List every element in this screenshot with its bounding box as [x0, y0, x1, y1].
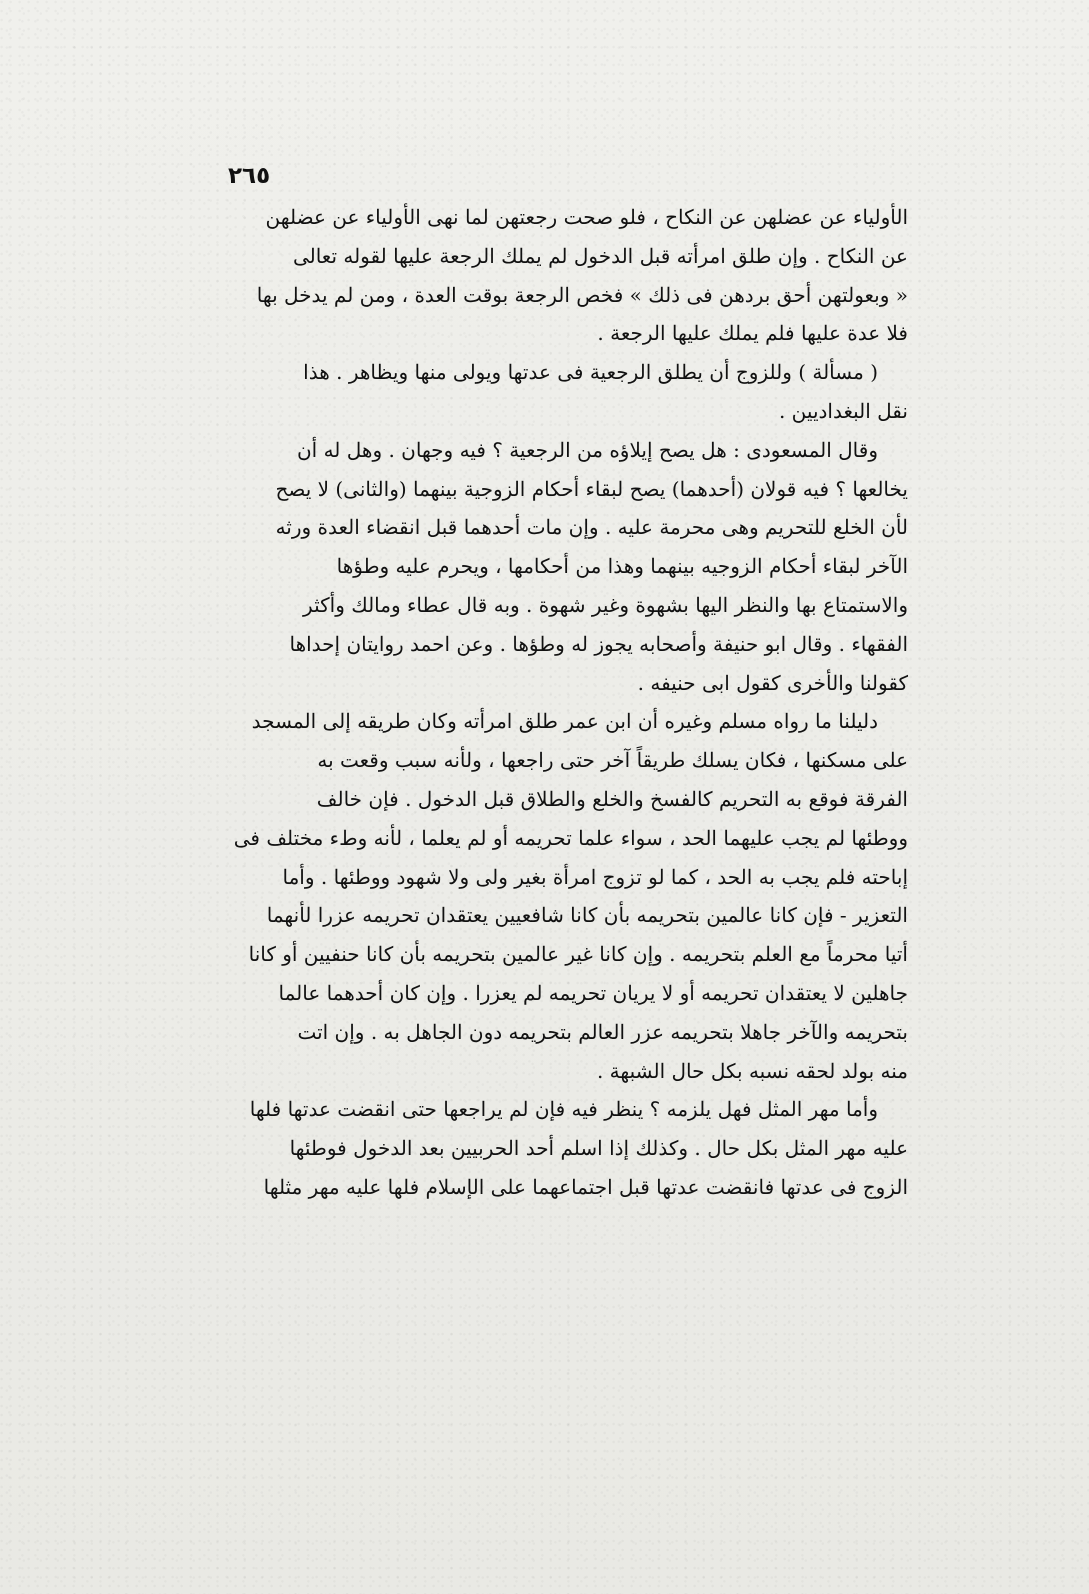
text-line: التعزير - فإن كانا عالمين بتحريمه بأن كانا شافعيين يعتقدان تحريمه عزرا لأنهما — [266, 903, 908, 928]
text-line: والاستمتاع بها والنظر اليها بشهوة وغير شهوة . وبه قال عطاء ومالك وأكثر — [303, 592, 908, 617]
text-line: جاهلين لا يعتقدان تحريمه أو لا يريان تحريمه لم يعزرا . وإن كان أحدهما عالما — [278, 980, 908, 1005]
text-line: دليلنا ما رواه مسلم وغيره أن ابن عمر طلق امرأته وكان طريقه إلى المسجد — [251, 709, 878, 734]
text-line: وأما مهر المثل فهل يلزمه ؟ ينظر فيه فإن لم يراجعها حتى انقضت عدتها فلها — [249, 1097, 878, 1122]
text-line: لأن الخلع للتحريم وهى محرمة عليه . وإن مات أحدهما قبل انقضاء العدة ورثه — [275, 515, 908, 540]
text-line: الآخر لبقاء أحكام الزوجيه بينهما وهذا من أحكامها ، ويحرم عليه وطؤها — [336, 554, 908, 579]
text-line: على مسكنها ، فكان يسلك طريقاً آخر حتى راجعها ، ولأنه سبب وقعت به — [317, 748, 908, 773]
text-line: كقولنا والأخرى كقول ابى حنيفه . — [637, 670, 908, 695]
text-line: ( مسألة ) وللزوج أن يطلق الرجعية فى عدتها ويولى منها ويظاهر . هذا — [303, 360, 878, 385]
text-line: وقال المسعودى : هل يصح إيلاؤه من الرجعية ؟ فيه وجهان . وهل له أن — [296, 437, 878, 462]
text-line: الأولياء عن عضلهن عن النكاح ، فلو صحت رجعتهن لما نهى الأولياء عن عضلهن — [265, 205, 908, 229]
text-line: يخالعها ؟ فيه قولان (أحدهما) يصح لبقاء أحكام الزوجية بينهما (والثانى) لا يصح — [275, 476, 908, 501]
text-line: عليه مهر المثل بكل حال . وكذلك إذا اسلم أحد الحربيين بعد الدخول فوطئها — [289, 1136, 908, 1161]
text-line: فلا عدة عليها فلم يملك عليها الرجعة . — [597, 321, 908, 346]
text-line: منه بولد لحقه نسبه بكل حال الشبهة . — [596, 1058, 908, 1083]
page-number: ٢٦٥ — [228, 163, 271, 189]
text-line: عن النكاح . وإن طلق امرأته قبل الدخول لم يملك الرجعة عليها لقوله تعالى — [292, 243, 908, 268]
text-line: الفقهاء . وقال ابو حنيفة وأصحابه يجوز له وطؤها . وعن احمد روايتان إحداها — [289, 631, 908, 656]
text-line: الفرقة فوقع به التحريم كالفسخ والخلع والطلاق قبل الدخول . فإن خالف — [316, 786, 908, 811]
text-line: إباحته فلم يجب به الحد ، كما لو تزوج امرأة بغير ولى ولا شهود ووطئها . وأما — [282, 864, 908, 889]
text-line: ووطئها لم يجب عليهما الحد ، سواء علما تحريمه أو لم يعلما ، لأنه وطء مختلف فى — [233, 825, 908, 850]
text-line: الزوج فى عدتها فانقضت عدتها قبل اجتماعهما على الإسلام فلها عليه مهر مثلها — [263, 1174, 908, 1199]
text-body — [180, 198, 908, 1207]
text-line: أتيا محرماً مع العلم بتحريمه . وإن كانا غير عالمين بتحريمه بأن كانا حنفيين أو كانا — [248, 942, 908, 967]
text-line: نقل البغداديين . — [778, 398, 908, 423]
text-line: « وبعولتهن أحق بردهن فى ذلك » فخص الرجعة بوقت العدة ، ومن لم يدخل بها — [256, 282, 908, 307]
text-line: بتحريمه والآخر جاهلا بتحريمه عزر العالم بتحريمه دون الجاهل به . وإن اتت — [297, 1019, 908, 1044]
